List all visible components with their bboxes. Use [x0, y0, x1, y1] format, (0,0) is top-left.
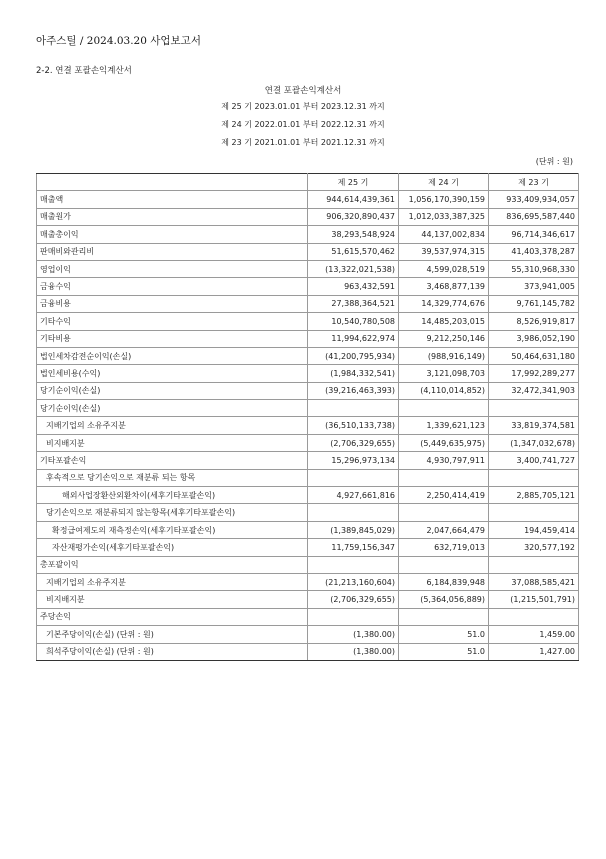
row-value-23: 37,088,585,421 [489, 573, 579, 590]
row-value-24 [399, 556, 489, 573]
document-header: 아주스틸 / 2024.03.20 사업보고서 [36, 35, 201, 47]
row-label: 법인세비용(수익) [37, 365, 308, 382]
table-row [37, 347, 579, 364]
row-value-23: 55,310,968,330 [489, 260, 579, 277]
row-label: 당기손익으로 재분류되지 않는항목(세후기타포괄손익) [37, 504, 308, 521]
row-value-23: 17,992,289,277 [489, 365, 579, 382]
row-value-24: 1,056,170,390,159 [399, 191, 489, 208]
header-period-24: 제 24 기 [399, 174, 489, 191]
row-value-24: 51.0 [399, 626, 489, 643]
row-value-25 [308, 608, 399, 625]
row-value-25: (1,389,845,029) [308, 521, 399, 538]
row-value-25: (21,213,160,604) [308, 573, 399, 590]
table-row [37, 191, 579, 208]
row-label: 매출총이익 [37, 226, 308, 243]
row-value-24: 6,184,839,948 [399, 573, 489, 590]
row-value-23: 33,819,374,581 [489, 417, 579, 434]
table-row [37, 260, 579, 277]
table-row [37, 208, 579, 225]
header-label-col [37, 174, 308, 191]
row-value-23: 50,464,631,180 [489, 347, 579, 364]
row-value-24 [399, 608, 489, 625]
header-period-23: 제 23 기 [489, 174, 579, 191]
row-value-25 [308, 400, 399, 417]
row-value-25: 906,320,890,437 [308, 208, 399, 225]
table-row [37, 573, 579, 590]
row-value-25: (1,380.00) [308, 626, 399, 643]
row-label: 금융비용 [37, 295, 308, 312]
row-value-25 [308, 469, 399, 486]
table-row [37, 487, 579, 504]
row-value-24: 3,121,098,703 [399, 365, 489, 382]
unit-label: (단위 : 원) [535, 157, 573, 166]
row-value-23: 8,526,919,817 [489, 313, 579, 330]
row-value-25: 38,293,548,924 [308, 226, 399, 243]
row-label: 희석주당이익(손실) (단위 : 원) [37, 643, 308, 660]
row-value-25: 15,296,973,134 [308, 452, 399, 469]
row-value-24: 39,537,974,315 [399, 243, 489, 260]
period-line-23: 제 23 기 2021.01.01 부터 2021.12.31 까지 [221, 138, 385, 147]
row-label: 주당손익 [37, 608, 308, 625]
table-row [37, 626, 579, 643]
row-value-24: 632,719,013 [399, 539, 489, 556]
row-label: 매출액 [37, 191, 308, 208]
header-period-25: 제 25 기 [308, 174, 399, 191]
row-label: 금융수익 [37, 278, 308, 295]
row-value-25: (36,510,133,738) [308, 417, 399, 434]
table-row [37, 556, 579, 573]
row-value-23: 96,714,346,617 [489, 226, 579, 243]
row-value-23: 1,459.00 [489, 626, 579, 643]
row-value-23: 9,761,145,782 [489, 295, 579, 312]
row-label: 판매비와관리비 [37, 243, 308, 260]
row-value-25: (2,706,329,655) [308, 591, 399, 608]
row-value-24: 14,485,203,015 [399, 313, 489, 330]
row-value-23: 320,577,192 [489, 539, 579, 556]
table-row [37, 643, 579, 660]
table-row [37, 521, 579, 538]
table-row [37, 591, 579, 608]
row-value-23: 373,941,005 [489, 278, 579, 295]
row-value-23 [489, 556, 579, 573]
table-row [37, 504, 579, 521]
row-value-23: 32,472,341,903 [489, 382, 579, 399]
table-row [37, 400, 579, 417]
row-value-23 [489, 400, 579, 417]
row-label: 매출원가 [37, 208, 308, 225]
row-label: 당기순이익(손실) [37, 382, 308, 399]
row-value-23: 1,427.00 [489, 643, 579, 660]
row-value-24: 51.0 [399, 643, 489, 660]
section-title: 2-2. 연결 포괄손익계산서 [36, 66, 132, 76]
row-value-24: 9,212,250,146 [399, 330, 489, 347]
row-value-24: 44,137,002,834 [399, 226, 489, 243]
row-value-24: 14,329,774,676 [399, 295, 489, 312]
table-row [37, 452, 579, 469]
row-value-25: (1,984,332,541) [308, 365, 399, 382]
row-value-23: 41,403,378,287 [489, 243, 579, 260]
table-row [37, 365, 579, 382]
row-label: 지배기업의 소유주지분 [37, 417, 308, 434]
row-value-25 [308, 504, 399, 521]
row-label: 기타비용 [37, 330, 308, 347]
period-line-24: 제 24 기 2022.01.01 부터 2022.12.31 까지 [221, 120, 385, 129]
row-value-24 [399, 469, 489, 486]
row-value-24: 1,339,621,123 [399, 417, 489, 434]
table-row [37, 608, 579, 625]
row-value-25: (39,216,463,393) [308, 382, 399, 399]
row-value-25: 11,759,156,347 [308, 539, 399, 556]
row-value-25: 11,994,622,974 [308, 330, 399, 347]
table-row [37, 243, 579, 260]
table-row [37, 434, 579, 451]
row-value-24: (5,449,635,975) [399, 434, 489, 451]
row-value-23: 933,409,934,057 [489, 191, 579, 208]
table-row [37, 295, 579, 312]
row-label: 기본주당이익(손실) (단위 : 원) [37, 626, 308, 643]
row-label: 해외사업장환산외환차이(세후기타포괄손익) [37, 487, 308, 504]
table-row [37, 417, 579, 434]
row-label: 기타수익 [37, 313, 308, 330]
row-value-24: (5,364,056,889) [399, 591, 489, 608]
row-value-25: (2,706,329,655) [308, 434, 399, 451]
row-value-24: 2,250,414,419 [399, 487, 489, 504]
table-row [37, 539, 579, 556]
row-label: 자산재평가손익(세후기타포괄손익) [37, 539, 308, 556]
row-value-24 [399, 400, 489, 417]
row-label: 기타포괄손익 [37, 452, 308, 469]
row-value-23: 3,986,052,190 [489, 330, 579, 347]
row-value-25: 27,388,364,521 [308, 295, 399, 312]
table-row [37, 469, 579, 486]
table-row [37, 382, 579, 399]
row-label: 총포괄이익 [37, 556, 308, 573]
row-value-23 [489, 469, 579, 486]
row-value-23 [489, 608, 579, 625]
statement-title: 연결 포괄손익계산서 [264, 86, 342, 96]
table-header-row [37, 174, 579, 191]
table-row [37, 278, 579, 295]
table-row [37, 313, 579, 330]
table-row [37, 226, 579, 243]
row-value-24: 4,930,797,911 [399, 452, 489, 469]
row-value-25: 51,615,570,462 [308, 243, 399, 260]
row-label: 당기순이익(손실) [37, 400, 308, 417]
row-value-25: (41,200,795,934) [308, 347, 399, 364]
row-label: 영업이익 [37, 260, 308, 277]
row-label: 비지배지분 [37, 434, 308, 451]
row-value-24: 2,047,664,479 [399, 521, 489, 538]
row-label: 비지배지분 [37, 591, 308, 608]
row-value-24: 3,468,877,139 [399, 278, 489, 295]
row-label: 법인세차감전순이익(손실) [37, 347, 308, 364]
table-body [37, 191, 579, 661]
row-label: 확정급여제도의 재측정손익(세후기타포괄손익) [37, 521, 308, 538]
row-value-25: 10,540,780,508 [308, 313, 399, 330]
row-value-23 [489, 504, 579, 521]
row-label: 지배기업의 소유주지분 [37, 573, 308, 590]
row-value-23: 3,400,741,727 [489, 452, 579, 469]
row-value-23: 836,695,587,440 [489, 208, 579, 225]
row-value-24: (988,916,149) [399, 347, 489, 364]
row-value-24: 4,599,028,519 [399, 260, 489, 277]
row-value-25: 944,614,439,361 [308, 191, 399, 208]
row-value-23: (1,215,501,791) [489, 591, 579, 608]
period-line-25: 제 25 기 2023.01.01 부터 2023.12.31 까지 [221, 102, 385, 111]
row-value-25 [308, 556, 399, 573]
row-value-23: 194,459,414 [489, 521, 579, 538]
row-value-25: 963,432,591 [308, 278, 399, 295]
row-value-25: (13,322,021,538) [308, 260, 399, 277]
row-value-25: (1,380.00) [308, 643, 399, 660]
table-row [37, 330, 579, 347]
row-value-23: 2,885,705,121 [489, 487, 579, 504]
row-value-24: 1,012,033,387,325 [399, 208, 489, 225]
row-label: 후속적으로 당기손익으로 재분류 되는 항목 [37, 469, 308, 486]
row-value-24: (4,110,014,852) [399, 382, 489, 399]
row-value-24 [399, 504, 489, 521]
row-value-23: (1,347,032,678) [489, 434, 579, 451]
row-value-25: 4,927,661,816 [308, 487, 399, 504]
income-statement-table [36, 173, 579, 661]
